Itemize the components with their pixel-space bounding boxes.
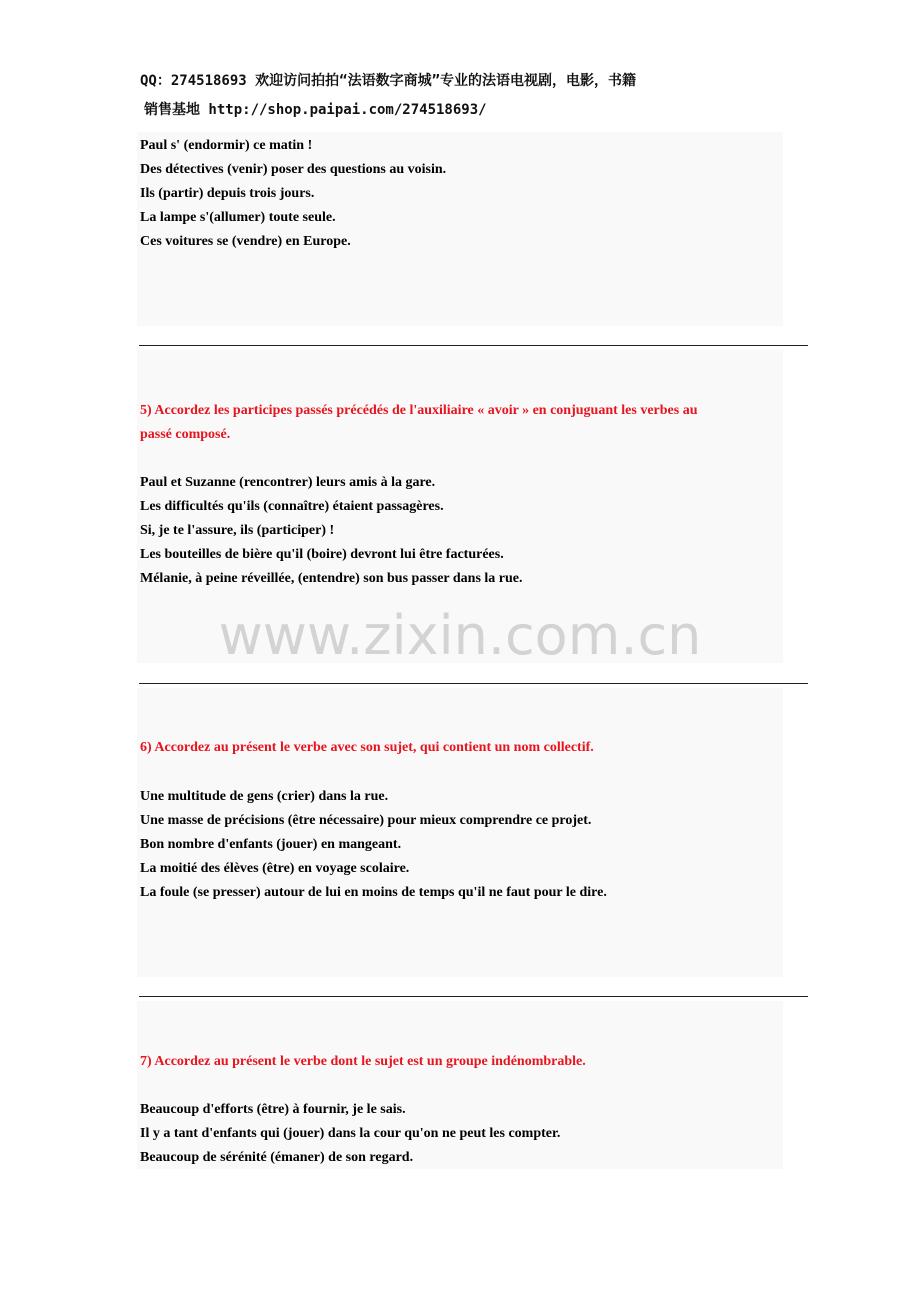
exercise-item: La lampe s'(allumer) toute seule. <box>140 210 336 225</box>
exercise-item: Beaucoup d'efforts (être) à fournir, je le sais. <box>140 1102 406 1117</box>
section-divider <box>139 996 808 997</box>
header-shop-line: 销售基地 http://shop.paipai.com/274518693/ <box>144 102 487 118</box>
exercise-5-list <box>140 471 523 591</box>
exercise-title-line: 5) Accordez les participes passés précédés de l'auxiliaire « avoir » en conjuguant les verbes au <box>140 403 698 418</box>
exercise-item: Les difficultés qu'ils (connaître) étaient passagères. <box>140 499 444 514</box>
header-contact-line: QQ：274518693 欢迎访问拍拍“法语数字商城”专业的法语电视剧，电影，书籍 <box>140 73 637 89</box>
exercise-item: Bon nombre d'enfants (jouer) en mangeant. <box>140 837 402 852</box>
exercise-7-title <box>140 1050 586 1074</box>
exercise-title-line: passé composé. <box>140 427 231 442</box>
exercise-item: La moitié des élèves (être) en voyage scolaire. <box>140 861 410 876</box>
exercise-item: Paul et Suzanne (rencontrer) leurs amis à la gare. <box>140 475 436 490</box>
exercise-6-title <box>140 736 594 760</box>
exercise-6-list <box>140 785 607 905</box>
exercise-item: Il y a tant d'enfants qui (jouer) dans la cour qu'on ne peut les compter. <box>140 1126 561 1141</box>
exercise-title-line: 6) Accordez au présent le verbe avec son sujet, qui contient un nom collectif. <box>140 740 594 755</box>
exercise-item: Une multitude de gens (crier) dans la rue. <box>140 789 389 804</box>
exercise-item: Si, je te l'assure, ils (participer) ! <box>140 523 335 538</box>
exercise-item: Des détectives (venir) poser des questions au voisin. <box>140 162 447 177</box>
exercise-4-list <box>140 134 446 254</box>
exercise-item: Ces voitures se (vendre) en Europe. <box>140 234 351 249</box>
exercise-item: La foule (se presser) autour de lui en moins de temps qu'il ne faut pour le dire. <box>140 885 607 900</box>
watermark: www.zixin.com.cn <box>218 604 702 667</box>
exercise-item: Paul s' (endormir) ce matin ! <box>140 138 313 153</box>
exercise-7-list <box>140 1098 560 1170</box>
exercise-item: Beaucoup de sérénité (émaner) de son regard. <box>140 1150 414 1165</box>
exercise-item: Une masse de précisions (être nécessaire) pour mieux comprendre ce projet. <box>140 813 592 828</box>
section-divider <box>139 345 808 346</box>
exercise-item: Ils (partir) depuis trois jours. <box>140 186 315 201</box>
section-divider <box>139 683 808 684</box>
exercise-item: Les bouteilles de bière qu'il (boire) devront lui être facturées. <box>140 547 504 562</box>
exercise-item: Mélanie, à peine réveillée, (entendre) son bus passer dans la rue. <box>140 571 523 586</box>
exercise-title-line: 7) Accordez au présent le verbe dont le sujet est un groupe indénombrable. <box>140 1054 586 1069</box>
exercise-5-title <box>140 399 698 447</box>
